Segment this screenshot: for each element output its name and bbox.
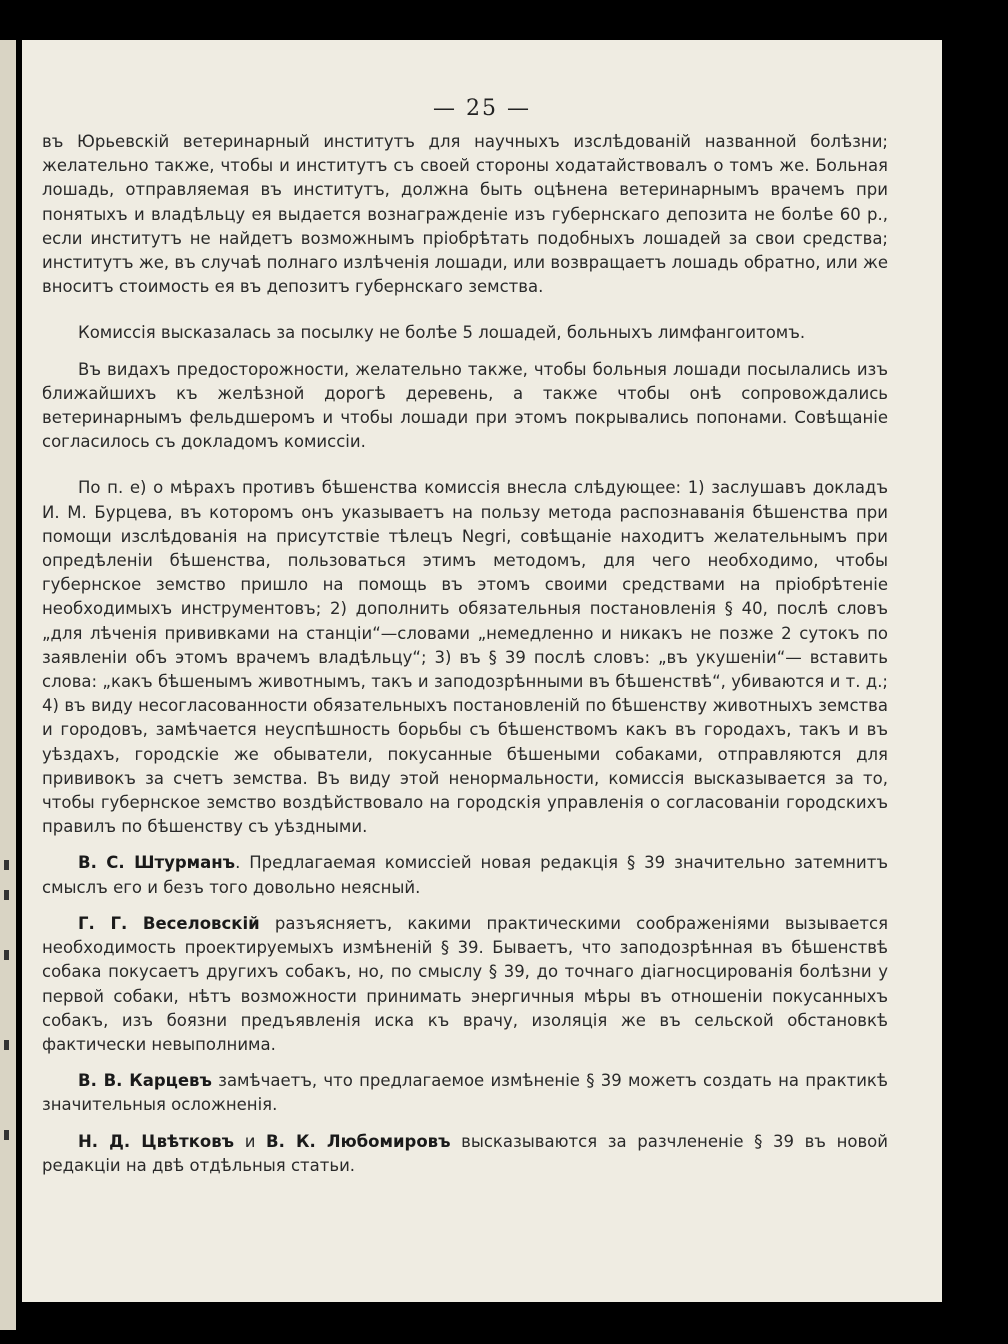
paragraph: [42, 912, 888, 1057]
edge-mark: [4, 1040, 9, 1050]
speaker-name: Н. Д. Цвѣтковъ: [78, 1131, 235, 1151]
previous-page-edge: [0, 40, 16, 1330]
paragraph-text: высказываются за разчлененіе § 39 въ новой редакціи на двѣ отдѣльныя статьи.: [42, 1131, 888, 1175]
edge-mark: [4, 860, 9, 870]
speaker-name: Г. Г. Веселовскій: [78, 913, 260, 933]
paragraph-text: въ Юрьевскій ветеринарный институтъ для научныхъ изслѣдованій названной болѣзни; желательно также, чтобы и институтъ съ своей стороны ходатайствовалъ о томъ же. Больная лошадь, отправляемая въ институтъ, должна быть оцѣнена ветеринарнымъ врачемъ при понятыхъ и владѣльцу ея выдается вознагражденіе изъ губернскаго депозита не болѣе 60 р., если институтъ не найдетъ возможнымъ пріобрѣтать подобныхъ лошадей за свои средства; институтъ же, въ случаѣ полнаго излѣченія лошади, или возвращаетъ лошадь обратно, или же вноситъ стоимость ея въ депозитъ губернскаго земства.: [42, 132, 888, 297]
paragraph-text: разъясняетъ, какими практическими соображеніями вызывается необходимость проектируемыхъ измѣненій § 39. Бываетъ, что заподозрѣнная въ бѣшенствѣ собака покусаетъ другихъ собакъ, но, по смыслу § 39, до точнаго діагносцированія болѣзни у первой собаки, нѣтъ возможности принимать энергичныя мѣры въ отношеніи покусанныхъ собакъ, изъ боязни предъявленія иска къ врачу, изоляція же въ сельской обстановкѣ фактически невыполнима.: [42, 913, 888, 1054]
body-text: [42, 130, 888, 1190]
paragraph-text: По п. е) о мѣрахъ противъ бѣшенства комиссія внесла слѣдующее: 1) заслушавъ докладъ И. М. Бурцева, въ которомъ онъ указываетъ на пользу метода распознаванія бѣшенства при помощи изслѣдованія на присутствіе тѣлецъ Negri, совѣщаніе находитъ желательнымъ при опредѣленіи бѣшенства, пользоваться этимъ методомъ, для чего необходимо, чтобы губернское земство пришло на помощь въ этомъ своими средствами на пріобрѣтеніе необходимыхъ инструментовъ; 2) дополнить обязательныя постановленія § 40, послѣ словъ „для лѣченія прививками на станціи“—словами „немедленно и никакъ не позже 2 сутокъ по заявленіи объ этомъ врачемъ владѣльцу“; 3) въ § 39 послѣ словъ: „въ укушеніи“— вставить слова: „какъ бѣшенымъ животнымъ, такъ и заподозрѣнными въ бѣшенствѣ“, убиваются и т. д.; 4) въ виду несогласованности обязательныхъ постановленій по бѣшенству животныхъ земства и городовъ, замѣчается неуспѣшность борьбы съ бѣшенствомъ какъ въ городахъ, такъ и въ уѣздахъ, городскіе же обыватели, покусанные бѣшеными собаками, отправляются для прививокъ за счетъ земства. Въ виду этой ненормальности, комиссія высказывается за то, чтобы губернское земство воздѣйствовало на городскія управленія о согласованіи городскихъ правилъ по бѣшенству съ уѣздными.: [42, 478, 888, 837]
speaker-name: В. В. Карцевъ: [78, 1071, 212, 1091]
speaker-name: В. К. Любомировъ: [266, 1131, 451, 1151]
edge-mark: [4, 890, 9, 900]
page-number: — 25 —: [433, 96, 531, 121]
paragraph: [42, 130, 888, 299]
edge-mark: [4, 1130, 9, 1140]
document-page: [22, 40, 942, 1302]
paragraph-text: Въ видахъ предосторожности, желательно также, чтобы больныя лошади посылались изъ ближайшихъ къ желѣзной дорогѣ деревень, а также чтобы онѣ сопровождались ветеринарнымъ фельдшеромъ и чтобы лошади при этомъ покрывались попонами. Совѣщаніе согласилось съ докладомъ комиссіи.: [42, 359, 888, 452]
paragraph: [42, 476, 888, 839]
edge-mark: [4, 950, 9, 960]
paragraph: [42, 358, 888, 455]
speaker-name: В. С. Штурманъ: [78, 853, 236, 873]
paragraph-text: замѣчаетъ, что предлагаемое измѣненіе § 39 можетъ создать на практикѣ значительныя осложненія.: [42, 1071, 888, 1115]
paragraph-text: . Предлагаемая комиссіей новая редакція § 39 значительно затемнитъ смыслъ его и безъ того довольно неясный.: [42, 853, 888, 897]
paragraph-text: и: [234, 1131, 267, 1151]
paragraph: [42, 851, 888, 899]
paragraph: [42, 1130, 888, 1178]
paragraph: [42, 1069, 888, 1117]
paragraph-text: Комиссія высказалась за посылку не болѣе 5 лошадей, больныхъ лимфангоитомъ.: [78, 323, 806, 343]
paragraph: [42, 321, 888, 345]
